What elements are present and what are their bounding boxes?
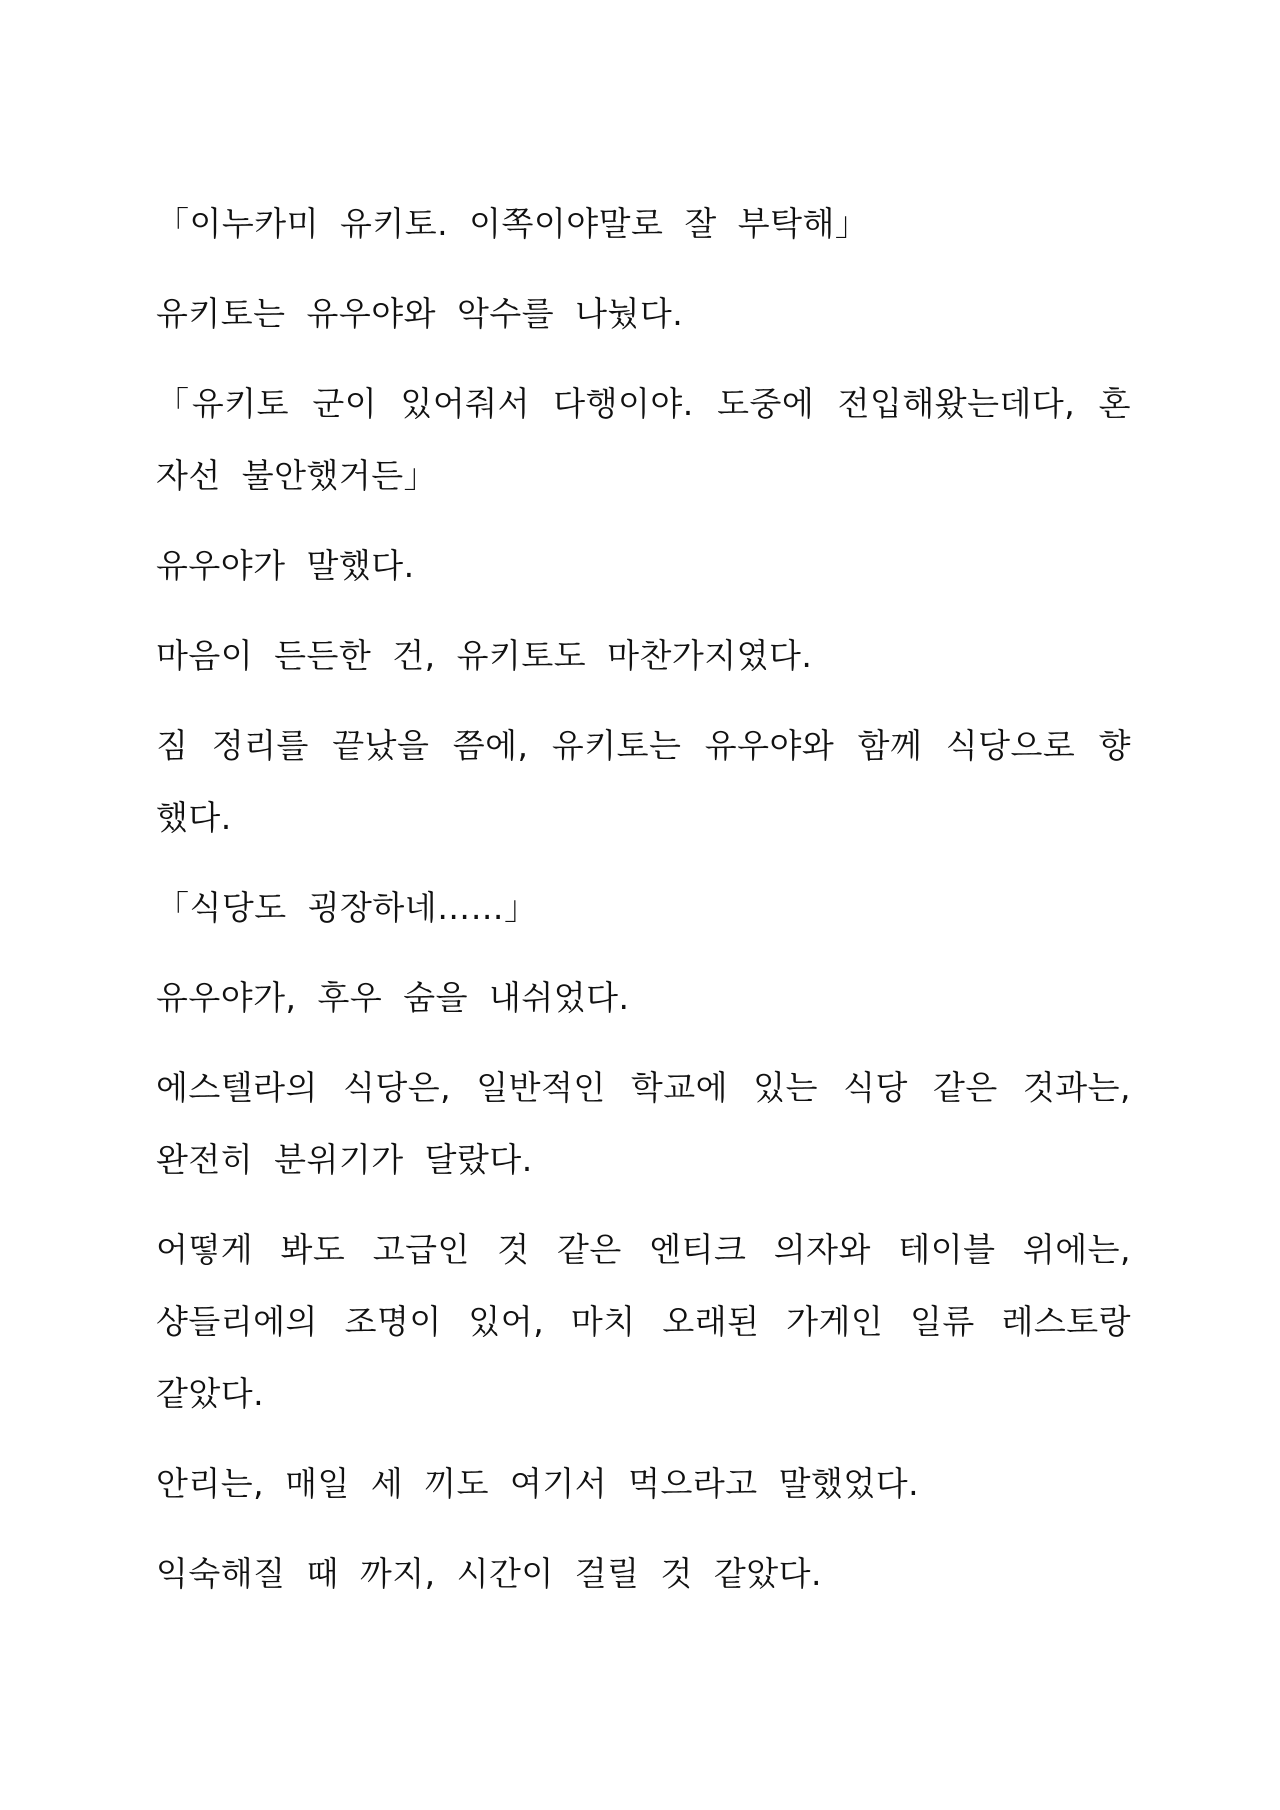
paragraph: 「식당도 굉장하네……」: [156, 888, 538, 927]
paragraph: 「유키토 군이 있어줘서 다행이야. 도중에 전입해왔는데다, 혼자선 불안했거든」: [156, 384, 1131, 495]
paragraph: 익숙해질 때 까지, 시간이 걸릴 것 같았다.: [156, 1554, 822, 1593]
paragraph: 유키토는 유우야와 악수를 나눴다.: [156, 294, 684, 333]
paragraph: 짐 정리를 끝났을 쯤에, 유키토는 유우야와 함께 식당으로 향했다.: [156, 726, 1131, 837]
paragraph: 유우야가, 후우 숨을 내쉬었다.: [156, 978, 630, 1017]
paragraph: 마음이 든든한 건, 유키토도 마찬가지였다.: [156, 636, 813, 675]
paragraph: 안리는, 매일 세 끼도 여기서 먹으라고 말했었다.: [156, 1464, 920, 1503]
paragraph: 어떻게 봐도 고급인 것 같은 엔티크 의자와 테이블 위에는, 샹들리에의 조명이 있어, 마치 오래된 가게인 일류 레스토랑 같았다.: [156, 1230, 1131, 1413]
paragraph: 「이누카미 유키토. 이쪽이야말로 잘 부탁해」: [156, 204, 869, 243]
paragraph: 유우야가 말했다.: [156, 546, 415, 585]
paragraph: 에스텔라의 식당은, 일반적인 학교에 있는 식당 같은 것과는, 완전히 분위기가 달랐다.: [156, 1068, 1131, 1179]
document-body: [156, 188, 1131, 1628]
